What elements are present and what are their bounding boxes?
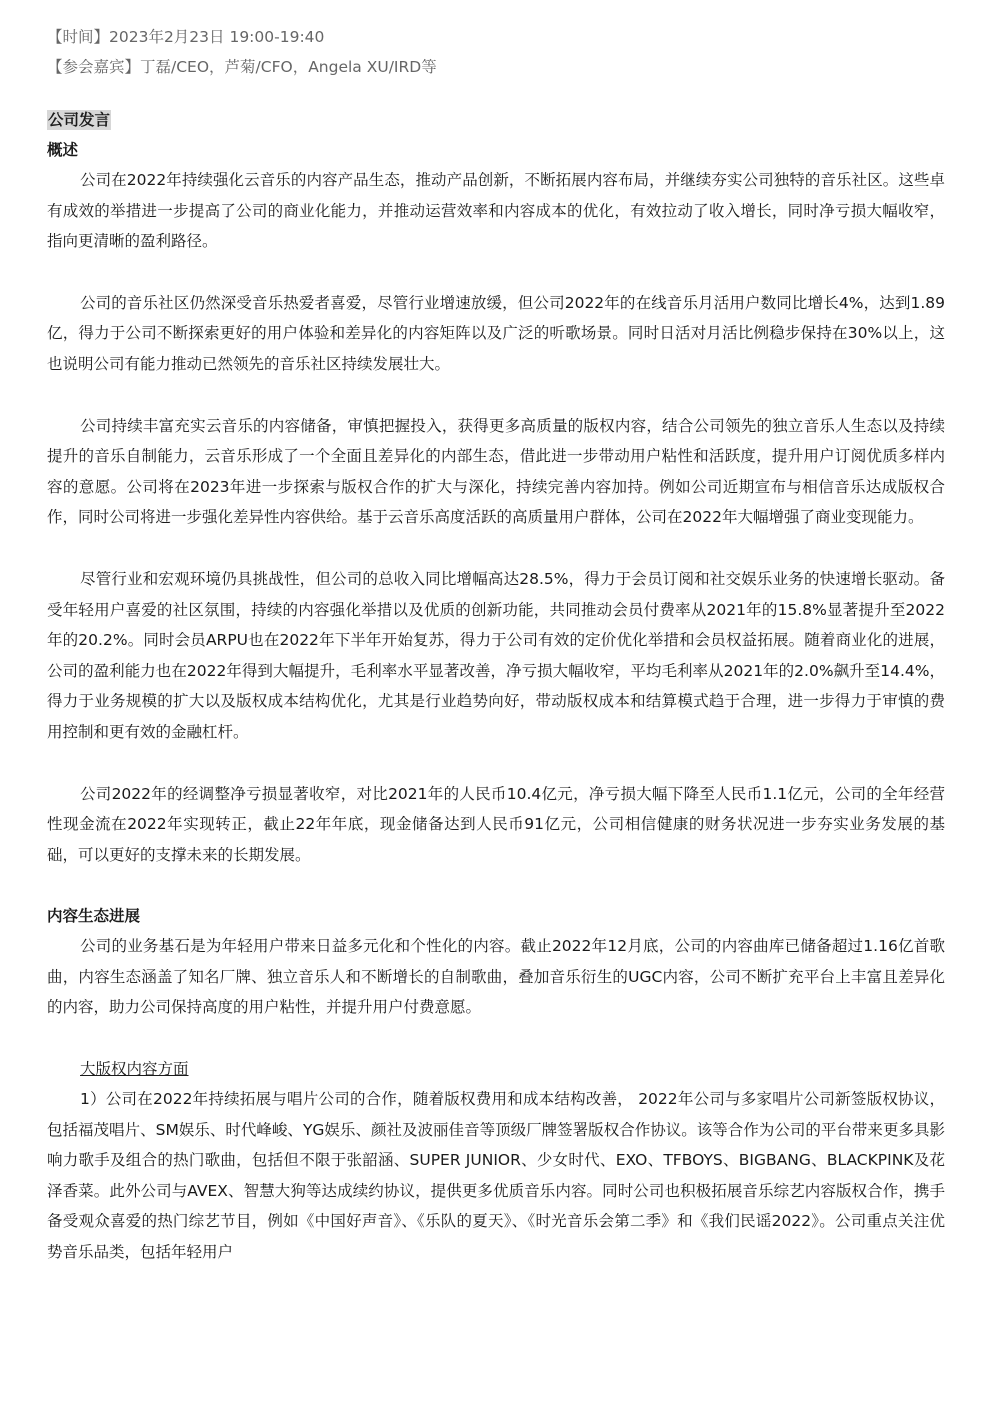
content-ecosystem-paragraph: 公司的业务基石是为年轻用户带来日益多元化和个性化的内容。截止2022年12月底，公司的内容曲库已储备超过1.16亿首歌曲，内容生态涵盖了知名厂牌、独立音乐人和不断增长的自制歌曲，叠加音乐衍生的UGC内容，公司不断扩充平台上丰富且差异化的内容，助力公司保持高度的用户粘性，并提升用户付费意愿。: [47, 937, 945, 1017]
document-page: [47, 22, 945, 1268]
overview-title: 概述: [47, 141, 79, 159]
meeting-guests: 【参会嘉宾】丁磊/CEO，芦菊/CFO，Angela XU/IRD等: [47, 58, 437, 76]
content-ecosystem-title: 内容生态进展: [47, 907, 141, 926]
overview-paragraph: 公司在2022年持续强化云音乐的内容产品生态，推动产品创新，不断拓展内容布局，并继续夯实公司独特的音乐社区。这些卓有成效的举措进一步提高了公司的商业化能力，并推动运营效率和内容成本的优化，有效拉动了收入增长，同时净亏损大幅收窄，指向更清晰的盈利路径。: [47, 171, 945, 251]
overview-paragraph: 公司持续丰富充实云音乐的内容储备，审慎把握投入，获得更多高质量的版权内容，结合公司领先的独立音乐人生态以及持续提升的音乐自制能力，云音乐形成了一个全面且差异化的内部生态，借此进一步带动用户粘性和活跃度，提升用户订阅优质多样内容的意愿。公司将在2023年进一步探索与版权合作的扩大与深化，持续完善内容加持。例如公司近期宣布与相信音乐达成版权合作，同时公司将进一步强化差异性内容供给。基于云音乐高度活跃的高质量用户群体，公司在2022年大幅增强了商业变现能力。: [47, 416, 945, 527]
major-copyright-paragraph: 1）公司在2022年持续拓展与唱片公司的合作，随着版权费用和成本结构改善， 2022年公司与多家唱片公司新签版权协议，包括福茂唱片、SM娱乐、时代峰峻、YG娱乐、颜社及波丽佳音等顶级厂牌签署版权合作协议。该等合作为公司的平台带来更多具影响力歌手及组合的热门歌曲，包括但不限于张韶涵、SUPER JUNIOR、少女时代、EXO、TFBOYS、BIGBANG、BLACKPINK及花泽香菜。此外公司与AVEX、智慧大狗等达成续约协议，提供更多优质音乐内容。同时公司也积极拓展音乐综艺内容版权合作，携手备受观众喜爱的热门综艺节目，例如《中国好声音》、《乐队的夏天》、《时光音乐会第二季》和《我们民谣2022》。公司重点关注优势音乐品类，包括年轻用户: [47, 1090, 945, 1262]
meeting-time: 【时间】2023年2月23日 19:00-19:40: [47, 28, 325, 46]
overview-paragraph: 公司的音乐社区仍然深受音乐热爱者喜爱，尽管行业增速放缓，但公司2022年的在线音乐月活用户数同比增长4%，达到1.89亿，得力于公司不断探索更好的用户体验和差异化的内容矩阵以及广泛的听歌场景。同时日活对月活比例稳步保持在30%以上，这也说明公司有能力推动已然领先的音乐社区持续发展壮大。: [47, 293, 945, 373]
overview-paragraph: 公司2022年的经调整净亏损显著收窄，对比2021年的人民币10.4亿元，净亏损大幅下降至人民币1.1亿元，公司的全年经营性现金流在2022年实现转正，截止22年年底，现金储备达到人民币91亿元，公司相信健康的财务状况进一步夯实业务发展的基础，可以更好的支撑未来的长期发展。: [47, 784, 945, 864]
overview-paragraph: 尽管行业和宏观环境仍具挑战性，但公司的总收入同比增幅高达28.5%，得力于会员订阅和社交娱乐业务的快速增长驱动。备受年轻用户喜爱的社区氛围，持续的内容强化举措以及优质的创新功能，共同推动会员付费率从2021年的15.8%显著提升至2022年的20.2%。同时会员ARPU也在2022年下半年开始复苏，得力于公司有效的定价优化举措和会员权益拓展。随着商业化的进展，公司的盈利能力也在2022年得到大幅提升，毛利率水平显著改善，净亏损大幅收窄，平均毛利率从2021年的2.0%飙升至14.4%，得力于业务规模的扩大以及版权成本结构优化，尤其是行业趋势向好，带动版权成本和结算模式趋于合理，进一步得力于审慎的费用控制和更有效的金融杠杆。: [47, 569, 945, 741]
section-title-company-speech: [47, 105, 945, 135]
section-title-company-speech-text: 公司发言: [48, 111, 111, 129]
major-copyright-subtitle: 大版权内容方面: [80, 1060, 189, 1079]
